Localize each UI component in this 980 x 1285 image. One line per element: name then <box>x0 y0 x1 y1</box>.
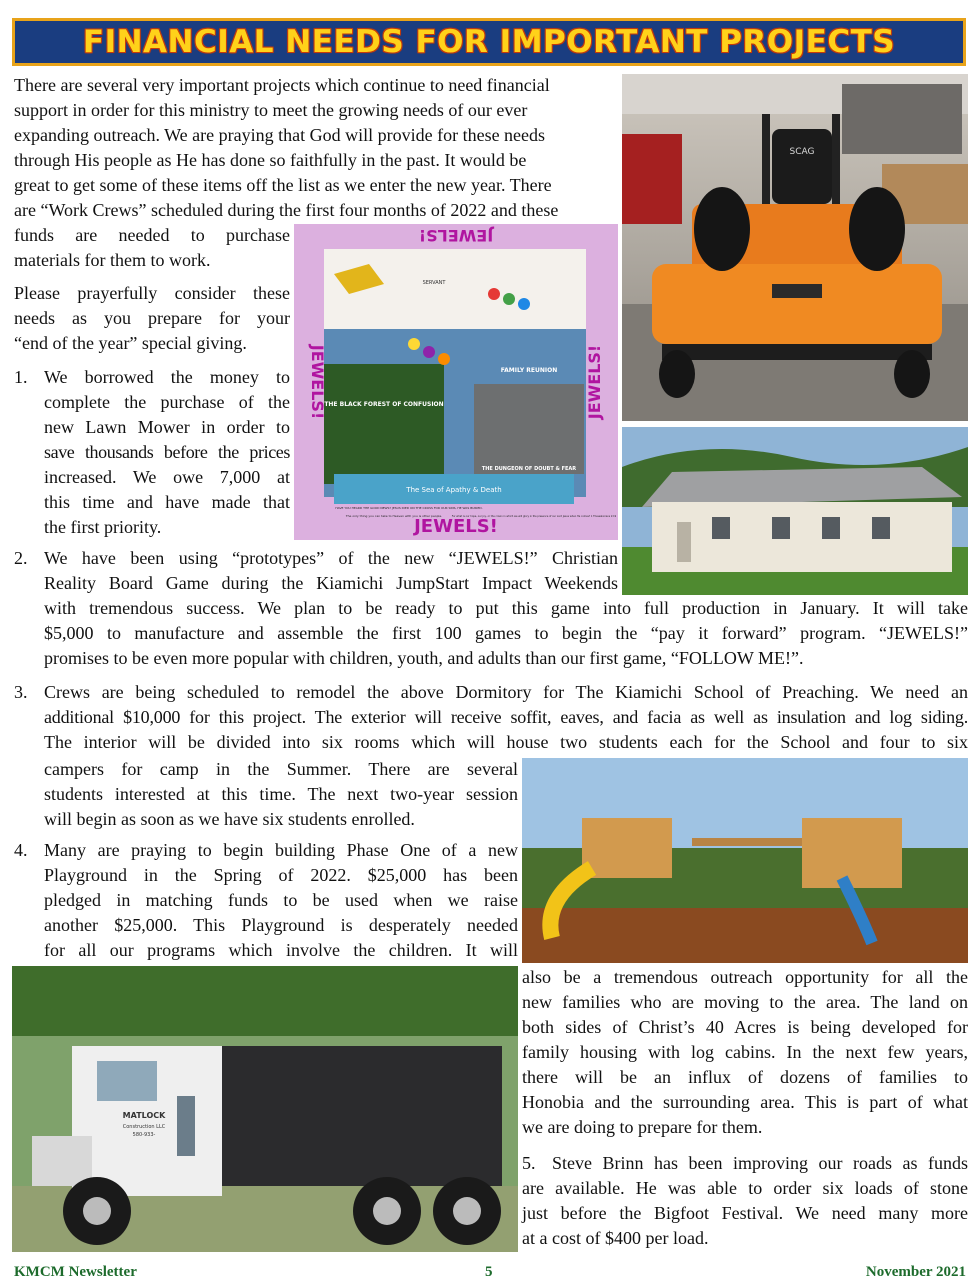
item-line: We borrowed the money to <box>44 367 290 387</box>
game-side-right: JEWELS! <box>585 344 604 420</box>
truck-door-sub: Construction LLC <box>122 1124 166 1130</box>
lawn-mower-photo <box>622 74 968 421</box>
item-line: also be a tremendous outreach opportunity for all the <box>522 967 968 987</box>
game-banner-bottom: JEWELS! <box>414 516 498 537</box>
item-line: increased. We owe 7,000 at <box>44 467 290 487</box>
game-note-left: The only thing you can take to Heaven with you is other people. <box>345 514 443 518</box>
item-number: 3. <box>14 682 28 702</box>
game-banner-top: JEWELS! <box>418 226 494 245</box>
intro-line: great to get some of these items off the list as we enter the new year. There <box>14 175 552 195</box>
item-2-text-wide <box>44 596 968 671</box>
item-line: save thousands before the prices <box>44 442 290 462</box>
item-4-text-narrow <box>44 838 518 963</box>
title-banner <box>12 18 966 66</box>
item-line: family housing with log cabins. In the next few years, <box>522 1042 968 1062</box>
item-3-text-wide <box>44 680 968 755</box>
intro-line: There are several very important projects which continue to need financial <box>14 75 550 95</box>
intro-line: are “Work Crews” scheduled during the first four months of 2022 and these <box>14 200 559 220</box>
item-line: just before the Bigfoot Festival. We need many more <box>522 1203 968 1223</box>
item-2-text-narrow <box>44 546 618 596</box>
consider-paragraph <box>14 281 290 356</box>
item-line: Steve Brinn has been improving our roads as funds <box>552 1153 968 1173</box>
dormitory-photo <box>622 427 968 595</box>
item-line: We have been using “prototypes” of the new “JEWELS!” Christian <box>44 548 618 568</box>
item-line: the first priority. <box>44 517 162 537</box>
dump-truck-photo <box>12 966 518 1252</box>
item-line: students interested at this time. The next two-year session <box>44 784 518 804</box>
item-line: are available. He was able to order six loads of stone <box>522 1178 968 1198</box>
item-line: both sides of Christ’s 40 Acres is being developed for <box>522 1017 968 1037</box>
consider-line: “end of the year” special giving. <box>14 333 247 353</box>
item-line: new families who are moving to the area. The land on <box>522 992 968 1012</box>
item-line: we are doing to prepare for them. <box>522 1117 763 1137</box>
intro-line: expanding outreach. We are praying that God will provide for these needs <box>14 125 546 145</box>
item-number: 1. <box>14 367 28 387</box>
item-line: Honobia and the surrounding area. This is part of what <box>522 1092 968 1112</box>
item-line: at a cost of $400 per load. <box>522 1228 709 1248</box>
truck-door-name: MATLOCK <box>122 1111 166 1120</box>
intro-line: support in order for this ministry to meet the growing needs of our ever <box>14 100 528 120</box>
item-number: 5. <box>522 1153 536 1173</box>
item-line: another $25,000. This Playground is desperately needed <box>44 915 518 935</box>
item-5-text-first <box>552 1151 968 1176</box>
intro-narrow <box>14 223 290 273</box>
game-note-right: For what is our hope, our joy, or the crown in which we will glory in the presence of our Lord Jesus when He comes? 1 Thessalonians 2:19 <box>451 515 617 518</box>
item-line: $5,000 to manufacture and assemble the first 100 games to begin the “pay it forward” program. “JEWELS!” <box>44 623 968 643</box>
item-line: Playground in the Spring of 2022. $25,000 has been <box>44 865 518 885</box>
intro-line: funds are needed to purchase <box>14 225 290 245</box>
item-line: pledged in matching funds to be used when we raise <box>44 890 518 910</box>
item-number: 4. <box>14 840 28 860</box>
footer-newsletter: KMCM Newsletter <box>14 1264 137 1280</box>
consider-line: Please prayerfully consider these <box>14 283 290 303</box>
item-line: additional $10,000 for this project. The exterior will receive soffit, eaves, and facia as well as insulation and log siding. <box>44 707 968 727</box>
game-reunion-label: FAMILY REUNION <box>500 367 558 374</box>
truck-door-phone: 580-933- <box>132 1132 156 1138</box>
consider-line: needs as you prepare for your <box>14 308 290 328</box>
item-5-text <box>522 1176 968 1251</box>
item-number: 2. <box>14 548 28 568</box>
board-game-image <box>294 224 618 540</box>
item-line: promises to be even more popular with children, youth, and adults than our first game, “FOLLOW ME!”. <box>44 648 804 668</box>
game-note-bottom: HAVE YOU HEARD THE GOOD NEWS? JESUS DIED ON THE CROSS FOR OUR SINS, HE WAS BURIED. <box>335 506 483 510</box>
item-line: complete the purchase of the <box>44 392 290 412</box>
game-dungeon-label: THE DUNGEON OF DOUBT & FEAR <box>481 466 577 472</box>
item-4-text-right <box>522 965 968 1140</box>
page-title: FINANCIAL NEEDS FOR IMPORTANT PROJECTS <box>82 24 896 60</box>
playground-photo <box>522 758 968 963</box>
item-line: will begin as soon as we have six students enrolled. <box>44 809 415 829</box>
game-forest-label: THE BLACK FOREST OF CONFUSION <box>324 401 444 408</box>
item-line: for all our programs which involve the children. It will <box>44 940 518 960</box>
item-line: this time and have made that <box>44 492 290 512</box>
item-line: there will be an influx of dozens of families to <box>522 1067 968 1087</box>
footer-page-number: 5 <box>485 1264 493 1280</box>
item-line: Many are praying to begin building Phase One of a new <box>44 840 518 860</box>
item-line: new Lawn Mower in order to <box>44 417 290 437</box>
intro-paragraph <box>14 73 618 223</box>
intro-line: through His people as He has done so faithfully in the past. It would be <box>14 150 527 170</box>
item-line: Crews are being scheduled to remodel the above Dormitory for The Kiamichi School of Preaching. We need an <box>44 682 968 702</box>
item-3-text-narrow <box>44 757 518 832</box>
game-servant-label: SERVANT <box>422 280 446 286</box>
item-line: The interior will be divided into six rooms which will house two students each for the School and four to six <box>44 732 968 752</box>
game-sea-label: The Sea of Apathy & Death <box>406 486 502 494</box>
item-1-text <box>44 365 290 540</box>
item-line: with tremendous success. We plan to be ready to put this game into full production in January. It will take <box>44 598 968 618</box>
item-line: campers for camp in the Summer. There are several <box>44 759 518 779</box>
footer-date: November 2021 <box>865 1264 966 1280</box>
intro-line: materials for them to work. <box>14 250 211 270</box>
mower-seat-brand: SCAG <box>789 147 815 157</box>
item-line: Reality Board Game during the Kiamichi JumpStart Impact Weekends <box>44 573 618 593</box>
game-side-left: JEWELS! <box>308 344 327 420</box>
